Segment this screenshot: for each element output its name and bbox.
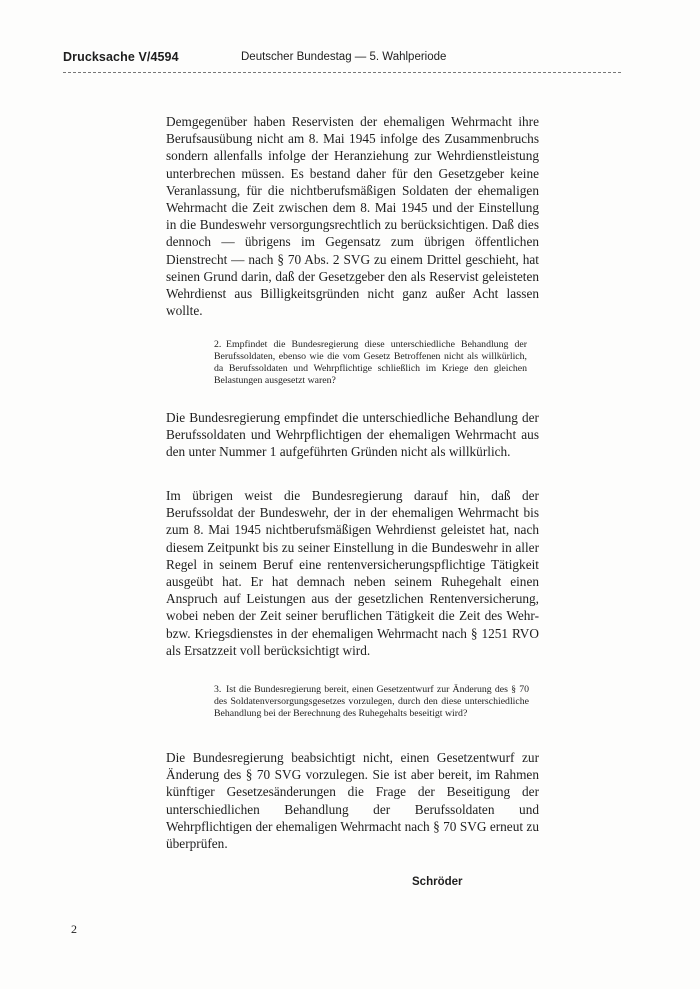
paragraph-answer-1: Demgegenüber haben Reservisten der ehemaligen Wehrmacht ihre Berufsausübung nicht am 8. Mai 1945 infolge des Zusammenbruchs sondern allenfalls infolge der Heranziehung zur Wehrdienstleistung unterbrechen müssen. Es bestand daher für den Gesetzgeber keine Veranlassung, für die nichtberufsmäßigen Soldaten der ehemaligen Wehrmacht die Zeit zwischen dem 8. Mai 1945 und der Einstellung in die Bundeswehr versorgungsrechtlich zu berücksichtigen. Daß dies dennoch — übrigens im Gegensatz zum übrigen öffentlichen Dienstrecht — nach § 70 Abs. 2 SVG zu einem Drittel geschieht, hat seinen Grund darin, daß der Gesetzgeber den als Reservist geleisteten Wehrdienst aus Billigkeitsgründen nicht ganz außer Acht lassen wollte.: [166, 114, 539, 319]
header-title: Deutscher Bundestag — 5. Wahlperiode: [241, 51, 447, 63]
paragraph-answer-2-continued: Im übrigen weist die Bundesregierung darauf hin, daß der Berufssoldat der Bundeswehr, der in der ehemaligen Wehrmacht bis zum 8. Mai 1945 nichtberufsmäßigen Wehrdienst geleistet hat, nach diesem Zeitpunkt bis zu seiner Einstellung in die Bundeswehr in aller Regel in seinem Beruf eine rentenversicherungspflichtige Tätigkeit ausgeübt hat. Er hat demnach neben seinem Ruhegehalt einen Anspruch auf Leistungen aus der gesetzlichen Rentenversicherung, wobei neben der Zeit seiner beruflichen Tätigkeit die Zeit des Wehr- bzw. Kriegsdienstes in der ehemaligen Wehrmacht nach § 1251 RVO als Ersatzzeit voll berücksichtigt wird.: [166, 488, 539, 658]
document-reference: Drucksache V/4594: [63, 50, 179, 64]
signature: Schröder: [412, 876, 463, 888]
question-number: 2.: [214, 339, 222, 350]
page-number: 2: [71, 922, 77, 936]
question-2: [214, 339, 527, 387]
question-number: 3.: [214, 684, 222, 695]
header-divider: [63, 72, 621, 73]
question-text: Empfindet die Bundesregierung diese unterschiedliche Behandlung der Berufssoldaten, ebenso wie die vom Gesetz Betroffenen nicht als willkürlich, da Berufssoldaten und Wehrpflichtige schließlich im Kriege den gleichen Belastungen ausgesetzt waren?: [214, 339, 527, 386]
paragraph-answer-2: Die Bundesregierung empfindet die unterschiedliche Behandlung der Berufssoldaten und Wehrpflichtigen der ehemaligen Wehrmacht aus den unter Nummer 1 aufgeführten Gründen nicht als willkürlich.: [166, 410, 539, 460]
question-3: [214, 684, 529, 720]
paragraph-answer-3: Die Bundesregierung beabsichtigt nicht, einen Gesetzentwurf zur Änderung des § 70 SVG vorzulegen. Sie ist aber bereit, im Rahmen künftiger Gesetzesänderungen die Frage der Beseitigung der unterschiedlichen Behandlung der Berufssoldaten und Wehrpflichtigen der ehemaligen Wehrmacht nach § 70 SVG erneut zu überprüfen.: [166, 750, 539, 852]
question-text: Ist die Bundesregierung bereit, einen Gesetzentwurf zur Änderung des § 70 des Soldatenversorgungsgesetzes vorzulegen, durch den diese unterschiedliche Behandlung bei der Berechnung des Ruhegehalts beseitigt wird?: [214, 684, 529, 719]
